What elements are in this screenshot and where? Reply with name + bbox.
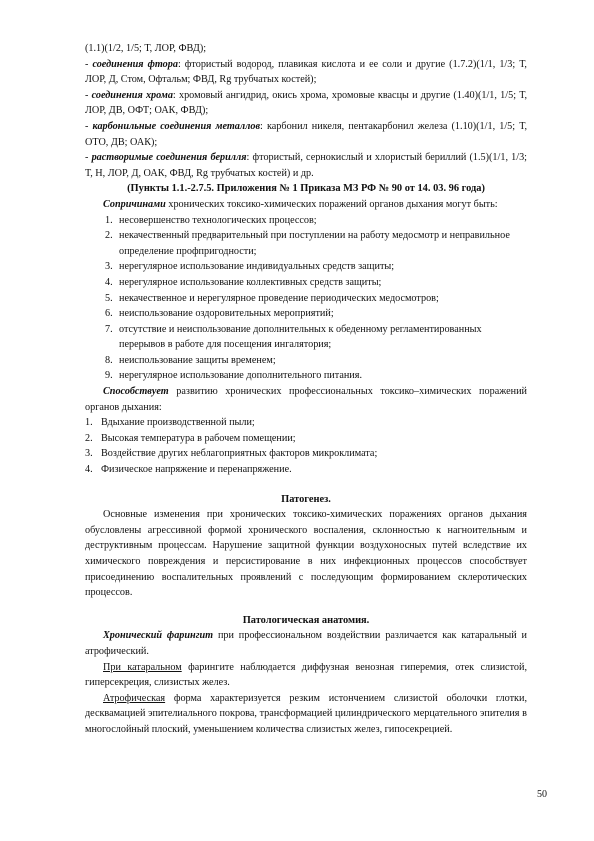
text-fluor: : фтористый водород, плавикая кислота и ее соли и другие (1.7.2)(1/1, 1/3; Т, ЛОР, Д, Стом, Офтальм; ФВД, Rg трубчатых костей); bbox=[85, 58, 527, 86]
list-item bbox=[85, 431, 527, 447]
list-text: некачественное и нерегулярное проведение периодических медосмотров; bbox=[119, 292, 439, 304]
dash: - bbox=[85, 120, 93, 132]
text-chrome: : хромовый ангидрид, окись хрома, хромовые квасцы и другие (1.40)(1/1, 1/5; Т, ЛОР, ДВ, ОФТ; ОАК, ФВД); bbox=[85, 89, 527, 117]
list-text: Высокая температура в рабочем помещении; bbox=[101, 432, 296, 444]
paragraph-carbonyl bbox=[85, 119, 527, 150]
list-number: 5. bbox=[105, 292, 113, 304]
paragraph-fluor bbox=[85, 57, 527, 88]
dash: - bbox=[85, 58, 93, 70]
paragraph-catarrhal bbox=[85, 660, 527, 691]
list-number: 4. bbox=[85, 464, 93, 476]
text-atrophic: форма характеризуется резким истончением слизистой оболочки глотки, десквамацией эпителиального покрова, трансформацией цилиндрического мерцательного эпителия в многослойный плоский, уменьшением количества слизистых желез, гипосекрецией. bbox=[85, 692, 527, 735]
list-text: нерегулярное использование дополнительного питания. bbox=[119, 370, 362, 382]
term-fluor: соединения фтора bbox=[92, 58, 178, 70]
term-chrome: соединения хрома bbox=[91, 89, 173, 101]
list-item bbox=[85, 446, 527, 462]
list-number: 8. bbox=[105, 354, 113, 366]
list-number: 2. bbox=[105, 230, 113, 242]
list-number: 1. bbox=[85, 417, 93, 429]
paragraph-promotes bbox=[85, 384, 527, 415]
list-item bbox=[105, 228, 527, 259]
paragraph-line0 bbox=[85, 41, 527, 57]
pathogenesis-title: Патогенез. bbox=[281, 493, 331, 505]
list-text: неиспользование защиты временем; bbox=[119, 354, 276, 366]
text-line0: (1.1)(1/2, 1/5; Т, ЛОР, ФВД); bbox=[85, 43, 207, 54]
list-number: 4. bbox=[105, 276, 113, 288]
list-item bbox=[105, 213, 527, 229]
pathogenesis-text: Основные изменения при хронических токсико-химических поражениях органов дыхания обусловлены агрессивной формой хронического воспаления, склонностью к нагноительным и деструктивным процессам. Нарушение защитной функции воздухоносных путей вследствие их химического повреждения и персистирование в них инфекционных процессов способствует присоединению воспалительных проявлений с последующим формированием склеротических процессов. bbox=[85, 509, 527, 599]
text-promotes: развитию хронических профессиональных токсико–химических поражений органов дыхания: bbox=[85, 386, 527, 413]
promotes-list bbox=[85, 415, 527, 477]
term-causes: Сопричинами bbox=[103, 198, 166, 210]
list-number: 2. bbox=[85, 432, 93, 444]
list-text: Физическое напряжение и перенапряжение. bbox=[101, 464, 292, 476]
list-text: неиспользование оздоровительных мероприятий; bbox=[119, 308, 334, 320]
text-causes: хронических токсико-химических поражений органов дыхания могут быть: bbox=[165, 198, 498, 210]
page-number: 50 bbox=[537, 789, 547, 800]
list-item bbox=[105, 306, 527, 322]
dash: - bbox=[85, 152, 92, 164]
paragraph-causes bbox=[85, 197, 527, 213]
term-atrophic: Атрофическая bbox=[103, 692, 166, 704]
order-heading: (Пункты 1.1.-2.7.5. Приложения № 1 Приказа МЗ РФ № 90 от 14. 03. 96 года) bbox=[127, 183, 485, 195]
text-carbonyl: : карбонил никеля, пентакарбонил железа (1.10)(1/1, 1/5; Т, ОТО, ДВ; ОАК); bbox=[85, 120, 527, 148]
list-text: некачественный предварительный при поступлении на работу медосмотр и неправильное определение профпригодности; bbox=[119, 230, 510, 257]
document-body bbox=[85, 41, 527, 738]
list-item bbox=[105, 275, 527, 291]
spacer bbox=[85, 478, 527, 492]
list-item bbox=[105, 353, 527, 369]
paragraph-atrophic bbox=[85, 691, 527, 738]
list-number: 3. bbox=[105, 261, 113, 273]
list-text: Вдыхание производственной пыли; bbox=[101, 417, 255, 429]
paragraph-chrome bbox=[85, 88, 527, 119]
list-item bbox=[105, 322, 527, 353]
list-text: Воздействие других неблагоприятных факторов микроклимата; bbox=[101, 448, 378, 460]
term-beryllium: растворимые соединения берилля bbox=[91, 152, 247, 164]
list-text: отсутствие и неиспользование дополнительных к обеденному регламентированных перерывов в работе для посещения ингалятория; bbox=[119, 323, 482, 351]
term-carbonyl: карбонильные соединения металлов bbox=[92, 120, 260, 132]
list-number: 6. bbox=[105, 308, 113, 320]
list-item bbox=[105, 259, 527, 275]
list-item bbox=[105, 291, 527, 307]
list-number: 7. bbox=[105, 323, 113, 335]
term-catarrhal: При катаральном bbox=[103, 661, 182, 673]
list-item bbox=[85, 415, 527, 431]
list-item bbox=[85, 462, 527, 478]
list-text: нерегулярное использование коллективных средств защиты; bbox=[119, 276, 382, 288]
anatomy-title: Патологическая анатомия. bbox=[242, 614, 370, 626]
list-item bbox=[105, 368, 527, 384]
list-number: 3. bbox=[85, 448, 93, 460]
list-number: 1. bbox=[105, 214, 113, 226]
dash: - bbox=[85, 89, 92, 101]
text-catarrhal: фарингите наблюдается диффузная венозная гиперемия, отек слизистой, гиперсекреция, слизистых желез. bbox=[85, 661, 527, 689]
text-beryllium: : фтористый, сернокислый и хлористый бериллий (1.5)(1/1, 1/3; Т, Н, ЛОР, Д, ОАК, ФВД, Rg трубчатых костей) и др. bbox=[85, 152, 528, 179]
spacer bbox=[85, 601, 527, 613]
list-text: несовершенство технологических процессов; bbox=[119, 214, 317, 226]
term-promotes: Способствует bbox=[103, 386, 169, 398]
term-pharyngitis: Хронический фарингит bbox=[103, 630, 214, 642]
list-number: 9. bbox=[105, 370, 113, 382]
paragraph-pharyngitis bbox=[85, 628, 527, 659]
causes-list bbox=[85, 213, 527, 385]
list-text: нерегулярное использование индивидуальных средств защиты; bbox=[119, 261, 395, 273]
paragraph-beryllium bbox=[85, 150, 527, 181]
text-pharyngitis: при профессиональном воздействии различается как катаральный и атрофический. bbox=[85, 630, 527, 657]
